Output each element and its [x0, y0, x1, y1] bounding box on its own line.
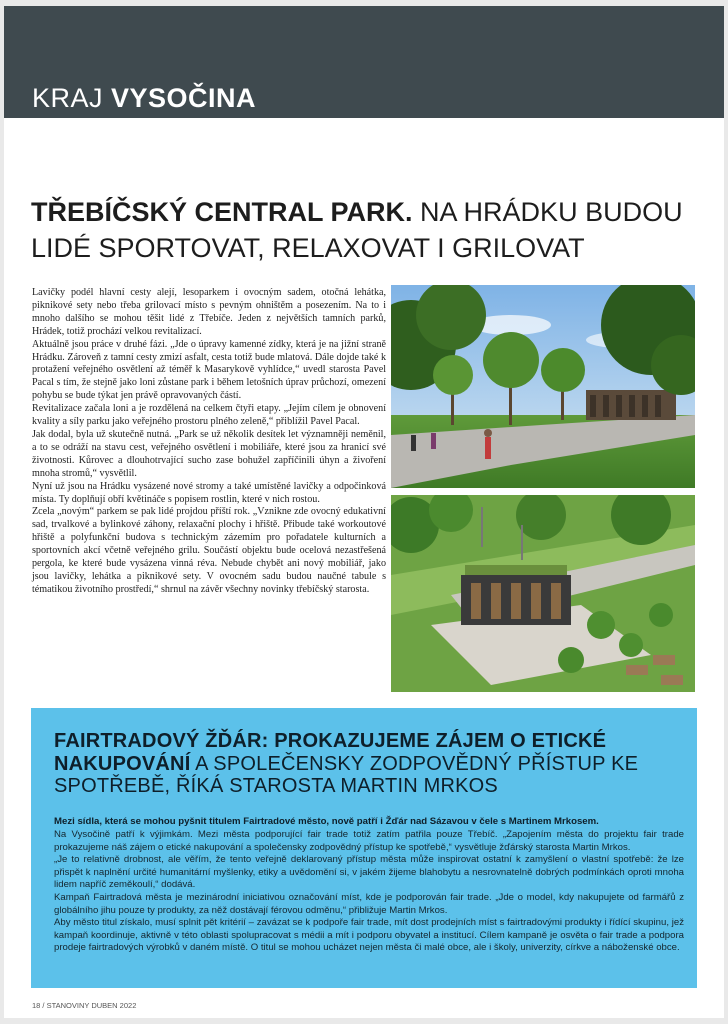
park-photo-pergola — [391, 495, 695, 692]
publication-name: STANOVINY DUBEN 2022 — [46, 1001, 137, 1010]
article-paragraph: Revitalizace začala loni a je rozdělená na celkem čtyři etapy. „Jejím cílem je obnovení kvality a síly parku jako veřejného prostoru plného zeleně,“ přiblížil Pavel Pacal. — [32, 403, 386, 428]
region-title — [32, 83, 256, 113]
fairtrade-title-rest: A SPOLEČENSKY ZODPOVĚDNÝ PŘÍSTUP KE SPOTŘEBĚ, ŘÍKÁ STAROSTA MARTIN MRKOS — [54, 752, 639, 797]
magazine-page — [4, 6, 724, 1018]
fairtrade-paragraph: Na Vysočině patří k výjimkám. Mezi města podporující fair trade totiž zatím patřila pouze Třebíč. „Zapojením města do projektu fair trade prokazujeme náš zájem o etické nakupování a společensky zodpovědný přístup ke spotřebě,“ vysvětluje žďárský starosta Martin Mrkos. — [54, 829, 684, 853]
footer-separator: / — [40, 1001, 47, 1010]
article-title-bold: TŘEBÍČSKÝ CENTRAL PARK. — [31, 197, 413, 227]
fairtrade-lead: Mezi sídla, která se mohou pyšnit titulem Fairtradové město, nově patří i Žďár nad Sázavou v čele s Martinem Mrkosem. — [54, 816, 599, 827]
fairtrade-body — [54, 829, 684, 955]
fairtrade-paragraph: Aby město titul získalo, musí splnit pět kritérií – zavázat se k podpoře fair trade, mít dost prodejních míst s fairtradovými produkty i řídící skupinu, jež kampaň koordinuje, aktivně v této oblasti spolupracovat s médii a mít i podporu obyvatel a institucí. Cílem kampaně je osvěta o fair trade a podpora prodeje fairtradových výrobků v daném místě. O titul se mohou ucházet nejen města či malé obce, ale i školy, univerzity, církve a náboženské obce. — [54, 917, 684, 954]
page-number: 18 — [32, 1001, 41, 1010]
article-paragraph: Jak dodal, byla už skutečně nutná. „Park se už několik desítek let významněji neměnil, a to se odráží na stavu cest, veřejného osvětlení i mobiliáře, které jsou za hranicí své životnosti. Kůrovec a dlouhotrvající sucho zase bohužel zapříčinili úhyn a živoření mnoha stromů,“ vysvětlil. — [32, 428, 386, 479]
article-body — [32, 287, 386, 597]
fairtrade-paragraph: Kampaň Fairtradová města je mezinárodní iniciativou označování míst, kde je podporován fair trade. „Jde o model, kdy nakupujete od farmářů z globálního jihu pouze ty produkty, za něž dostávají férovou odměnu,“ přibližuje Martin Mrkos. — [54, 891, 684, 916]
fairtrade-paragraph: „Je to relativně drobnost, ale věřím, že tento veřejně deklarovaný přístup města může inspirovat ostatní k zamyšlení o vlastní spotřebě: že lze přispět k naplnění určité humanitární myšlenky, etiky a uvědomění si, v jakém žijeme blahobytu a nesrovnatelně dobrých podmínkách oproti mnoha lidem napříč zeměkoulí,“ dodává. — [54, 854, 684, 891]
article-paragraph: Aktuálně jsou práce v druhé fázi. „Jde o úpravy kamenné zídky, která je na jižní straně Hrádku. Zároveň z tamní cesty zmizí asfalt, cesta totiž bude mlatová. Dále dojde také k protažení veřejného osvětlení až téměř k Masarykově vyhlídce,“ uvedl starosta Pavel Pacal s tím, že stejně jako loni zůstane park i během letošních úprav průchozí, omezení pohybu se bude týkat jen právě opravovaných částí. — [32, 338, 386, 402]
region-name: VYSOČINA — [111, 83, 257, 113]
article-paragraph: Nyní už jsou na Hrádku vysázené nové stromy a také umístěné lavičky a odpočinková místa. Ty doplňují obří květináče s popisem rostlin, které v nich rostou. — [32, 480, 386, 505]
fairtrade-title — [54, 730, 684, 798]
article-title — [31, 194, 699, 266]
header-band — [4, 6, 724, 118]
article-paragraph: Zcela „novým“ parkem se pak lidé projdou příští rok. „Vznikne zde ovocný edukativní sad, trvalkové a bylinkové záhony, relaxační plochy i hřiště. Přibude také workoutové hřiště a polyfunkční budova s technickým zázemím pro pořadatele kulturních a sportovních akcí včetně veřejného grilu. Součástí objektu bude ocelová nezastřešená pergola, ke které bude vysázena vinná réva. Nebude chybět ani nový mobiliář, jako jsou lavičky, lehátka a piknikové sety. V ovocném sadu budou naučné tabule s tématikou životního prostředí,“ shrnul na závěr všechny novinky třebíčský starosta. — [32, 506, 386, 595]
article-paragraph: Lavičky podél hlavní cesty alejí, lesoparkem i ovocným sadem, otočná lehátka, piknikové sety nebo třeba grilovací místo s pevným ohništěm a posezením. Na to i mnoho dalšího se mohou těšit lidé z Třebíče. Jeden z největších tamních parků, Hrádek, totiž prochází velkou revitalizací. — [32, 287, 386, 337]
park-photo-path — [391, 285, 695, 488]
fairtrade-title-bold: FAIRTRADOVÝ ŽĎÁR: PROKAZUJEME ZÁJEM O ETICKÉ NAKUPOVÁNÍ — [54, 730, 607, 775]
article-title-rest: NA HRÁDKU BUDOU LIDÉ SPORTOVAT, RELAXOVAT I GRILOVAT — [31, 197, 683, 263]
page-footer — [32, 1001, 136, 1011]
region-prefix: KRAJ — [32, 83, 112, 113]
fairtrade-box — [31, 708, 697, 988]
